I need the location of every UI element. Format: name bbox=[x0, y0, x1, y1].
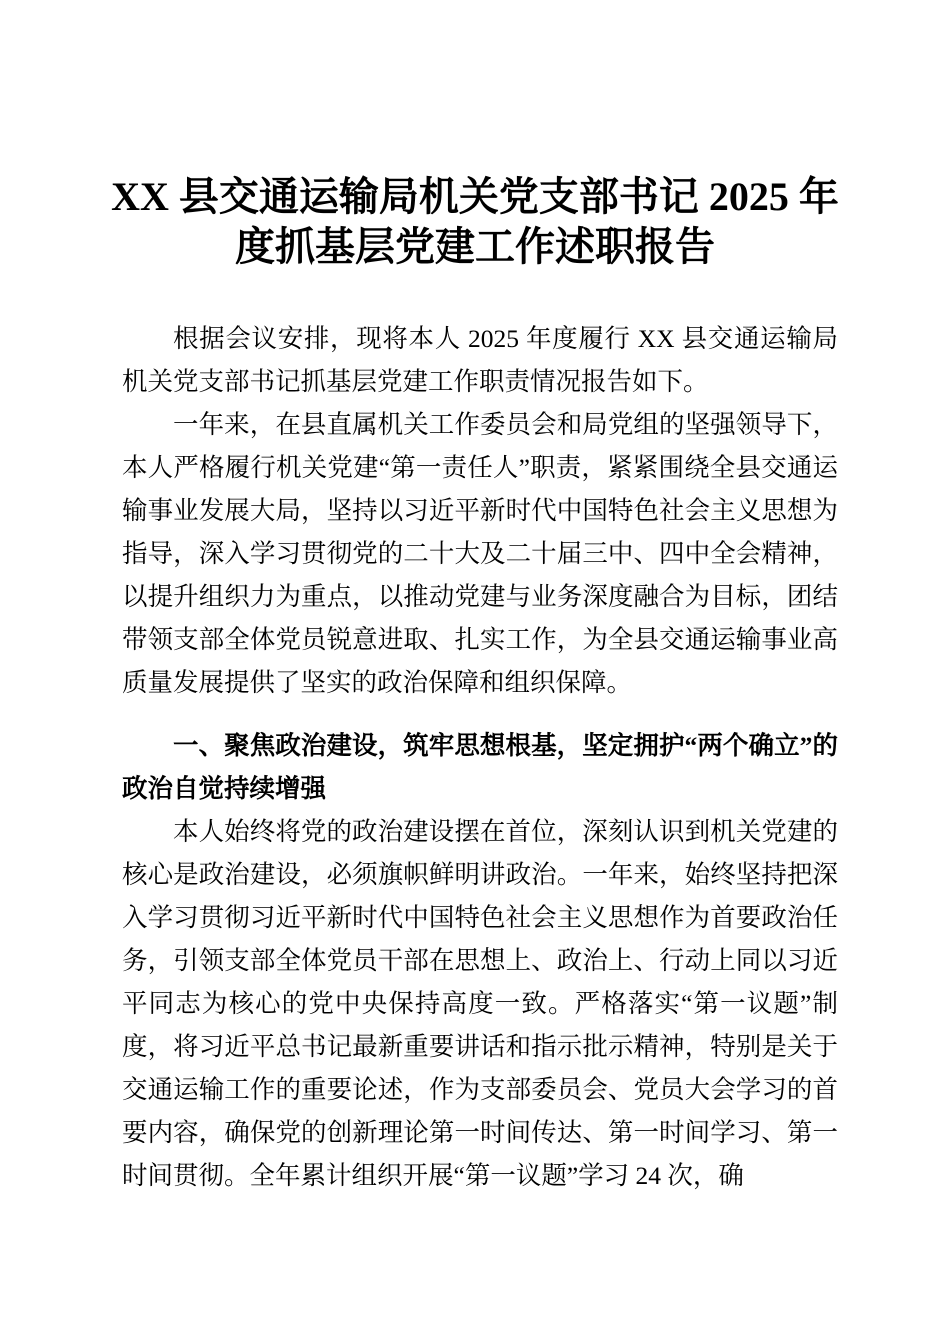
paragraph: 根据会议安排，现将本人 2025 年度履行 XX 县交通运输局机关党支部书记抓基层党建工作职责情况报告如下。 bbox=[122, 324, 838, 396]
document-title: XX 县交通运输局机关党支部书记 2025 年度抓基层党建工作述职报告 bbox=[111, 174, 839, 269]
paragraph: 一年来，在县直属机关工作委员会和局党组的坚强领导下，本人严格履行机关党建“第一责任人”职责，紧紧围绕全县交通运输事业发展大局，坚持以习近平新时代中国特色社会主义思想为指导，深入学习贯彻党的二十大及二十届三中、四中全会精神，以提升组织力为重点，以推动党建与业务深度融合为目标，团结带领支部全体党员锐意进取、扎实工作，为全县交通运输事业高质量发展提供了坚实的政治保障和组织保障。 bbox=[122, 410, 838, 697]
paragraph: 本人始终将党的政治建设摆在首位，深刻认识到机关党建的核心是政治建设，必须旗帜鲜明讲政治。一年来，始终坚持把深入学习贯彻习近平新时代中国特色社会主义思想作为首要政治任务，引领支部全体党员干部在思想上、政治上、行动上同以习近平同志为核心的党中央保持高度一致。严格落实“第一议题”制度，将习近平总书记最新重要讲话和指示批示精神，特别是关于交通运输工作的重要论述，作为支部委员会、党员大会学习的首要内容，确保党的创新理论第一时间传达、第一时间学习、第一时间贯彻。全年累计组织开展“第一议题”学习 24 次，确 bbox=[122, 817, 838, 1190]
document-body bbox=[122, 317, 838, 1197]
section-heading: 一、聚焦政治建设，筑牢思想根基，坚定拥护“两个确立”的政治自觉持续增强 bbox=[122, 731, 838, 803]
